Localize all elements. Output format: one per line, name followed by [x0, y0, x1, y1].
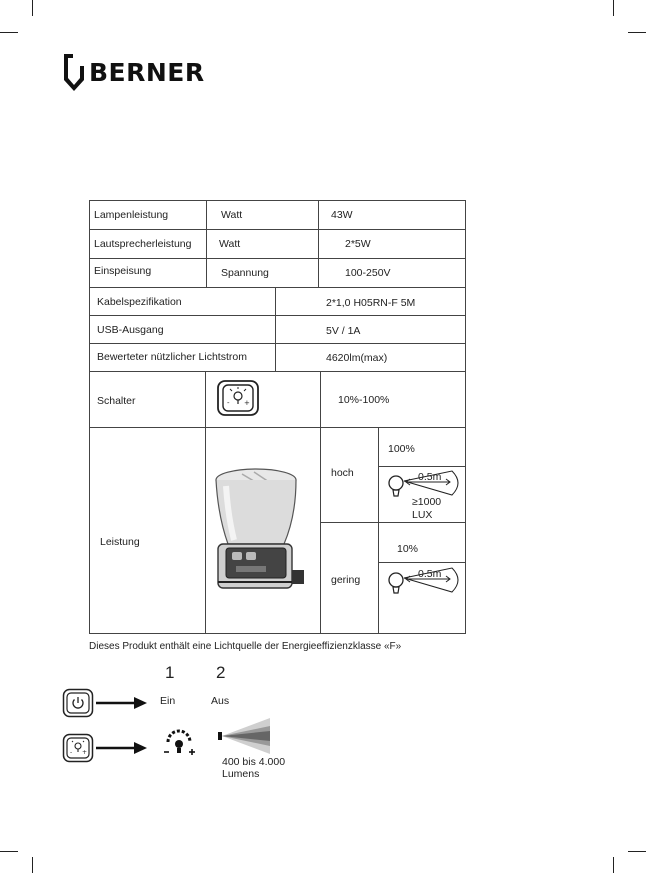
lumens-unit: Lumens [222, 768, 260, 780]
power-high-distance: 0.5m [418, 471, 442, 483]
speaker-power-label: Lautsprecherleistung [94, 238, 192, 250]
lamp-power-value: 43W [331, 209, 353, 221]
usb-value: 5V / 1A [326, 325, 361, 337]
lumen-label: Bewerteter nützlicher Lichtstrom [97, 351, 247, 363]
power-low-percent: 10% [397, 543, 419, 555]
power-high-lux-unit: LUX [412, 509, 433, 521]
crop-mark [0, 32, 18, 33]
speaker-power-unit: Watt [219, 238, 241, 250]
lamp-power-label: Lampenleistung [94, 209, 169, 221]
work-lamp-illustration [212, 466, 312, 596]
cable-label: Kabelspezifikation [97, 296, 182, 308]
power-low-distance: 0.5m [418, 568, 442, 580]
svg-text:-: - [227, 399, 230, 407]
off-label: Aus [211, 695, 230, 707]
crop-mark [0, 851, 18, 852]
usb-label: USB-Ausgang [97, 324, 164, 336]
brand-logo-icon [61, 52, 87, 92]
step-number-2: 2 [216, 663, 226, 682]
arrow-right-icon [96, 741, 148, 755]
power-high-percent: 100% [388, 443, 415, 455]
svg-text:+: + [244, 399, 250, 407]
brand-name: BERNER [89, 58, 205, 87]
lumen-value: 4620lm(max) [326, 352, 388, 364]
crop-mark [628, 32, 646, 33]
crop-mark [613, 857, 614, 873]
arrow-right-icon [96, 696, 148, 710]
energy-efficiency-note: Dieses Produkt enthält eine Lichtquelle der Energieeffizienzklasse «F» [89, 641, 402, 652]
supply-value: 100-250V [345, 267, 391, 279]
power-low-label: gering [331, 574, 361, 586]
switch-label: Schalter [97, 395, 136, 407]
dimmer-button-icon [62, 733, 94, 763]
step-number-1: 1 [165, 663, 175, 682]
dimmer-icon [160, 728, 198, 760]
power-button-icon [62, 688, 94, 718]
light-beam-icon [216, 716, 272, 756]
power-high-lux: ≥1000 [412, 496, 442, 508]
power-label: Leistung [100, 536, 140, 548]
supply-unit: Spannung [221, 267, 269, 279]
lumens-range: 400 bis 4.000 [222, 756, 286, 768]
supply-label: Einspeisung [94, 265, 152, 277]
svg-text:-: - [70, 749, 73, 756]
lamp-power-unit: Watt [221, 209, 243, 221]
switch-value: 10%-100% [338, 394, 390, 406]
cable-value: 2*1,0 H05RN-F 5M [326, 297, 416, 309]
crop-mark [628, 851, 646, 852]
on-label: Ein [160, 695, 176, 707]
speaker-power-value: 2*5W [345, 238, 371, 250]
crop-mark [613, 0, 614, 16]
crop-mark [32, 857, 33, 873]
power-high-label: hoch [331, 467, 354, 479]
dimmer-switch-icon [216, 379, 260, 417]
svg-text:+: + [82, 749, 88, 756]
crop-mark [32, 0, 33, 16]
